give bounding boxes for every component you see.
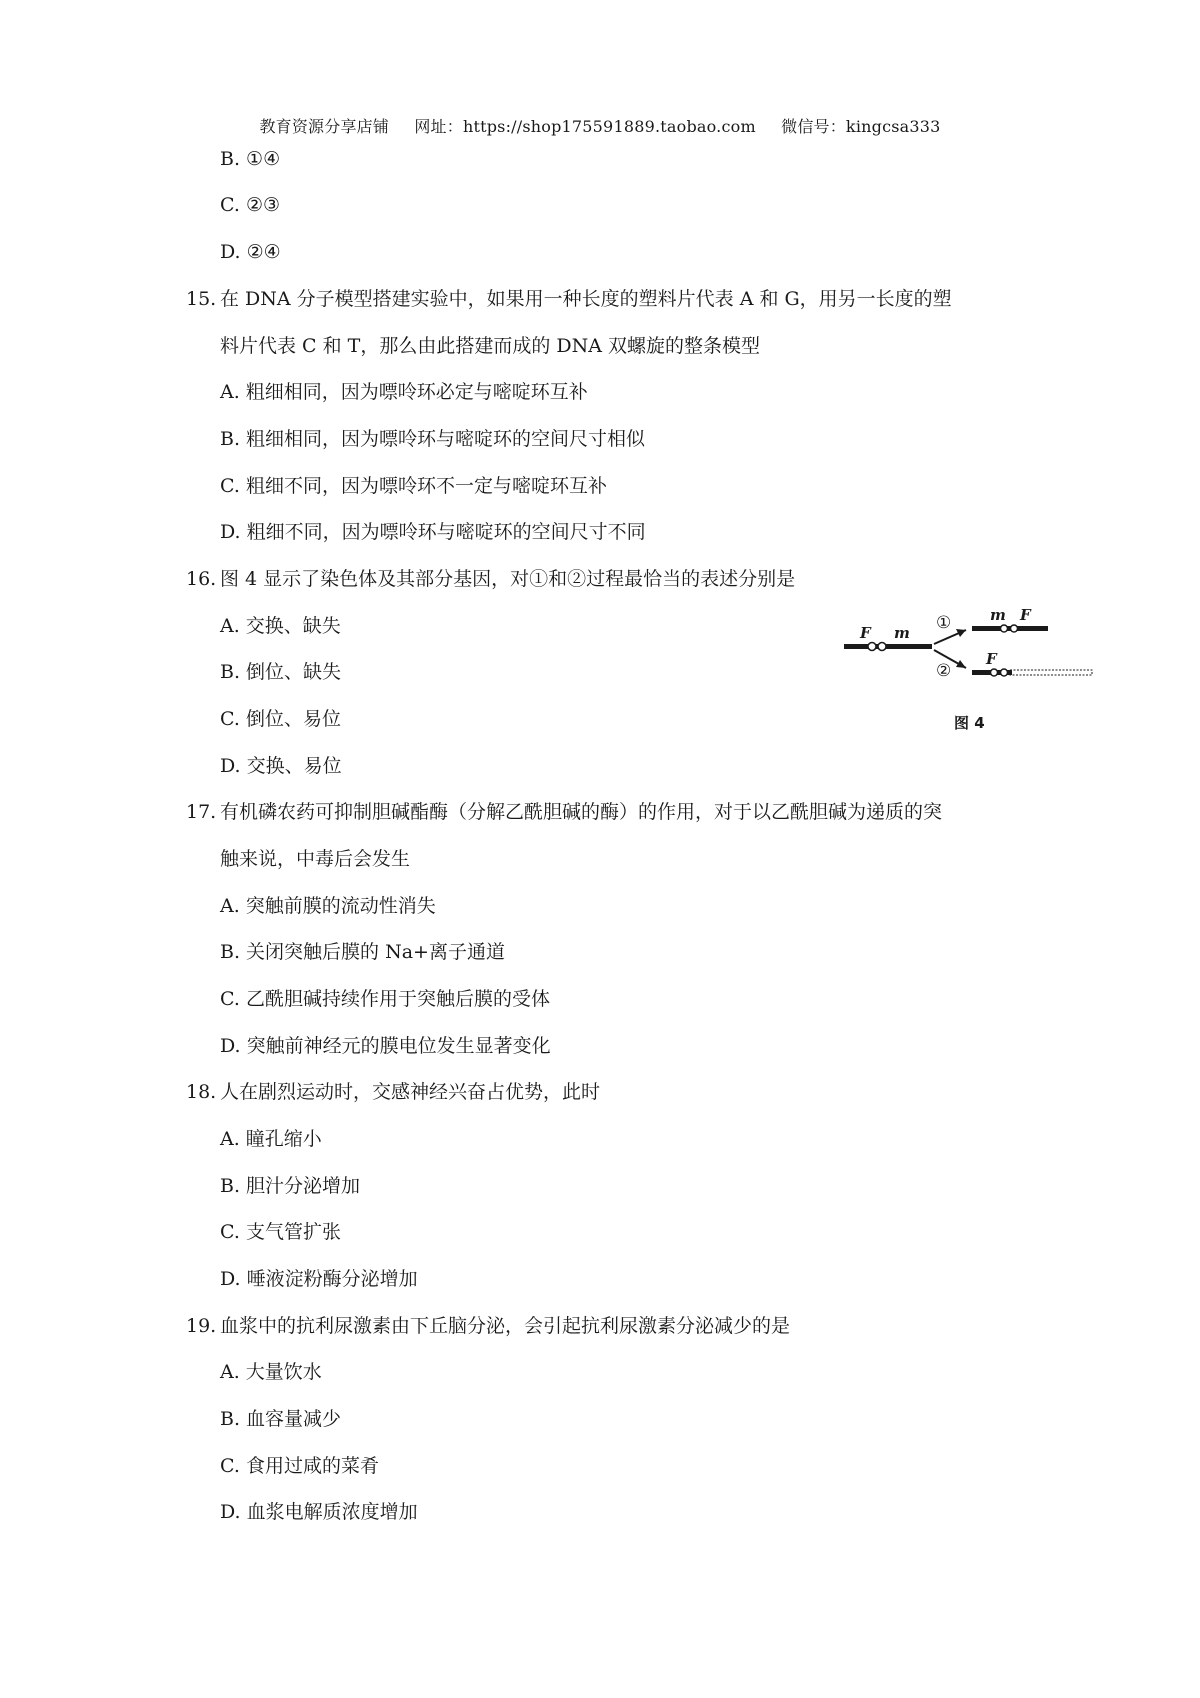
- q18-option-c: C. 支气管扩张: [220, 1221, 341, 1243]
- figure-4-chromosome-diagram: [842, 604, 1094, 734]
- process-1-label: ①: [936, 613, 952, 633]
- q17-option-d: D. 突触前神经元的膜电位发生显著变化: [220, 1035, 551, 1057]
- shop-website: 网址：https://shop175591889.taobao.com: [414, 117, 756, 136]
- q16-option-c: C. 倒位、易位: [220, 708, 341, 730]
- q15-text-line2: 料片代表 C 和 T，那么由此搭建而成的 DNA 双螺旋的整条模型: [220, 335, 760, 357]
- q14-option-b: B. ①④: [220, 148, 281, 170]
- q17-text-line2: 触来说，中毒后会发生: [220, 848, 411, 870]
- q16-option-b: B. 倒位、缺失: [220, 661, 342, 683]
- q19-number: 19.: [186, 1315, 217, 1337]
- top-gene-m: m: [990, 606, 1006, 624]
- q19-option-a: A. 大量饮水: [220, 1361, 322, 1383]
- q15-option-a: A. 粗细相同，因为嘌呤环必定与嘧啶环互补: [220, 381, 588, 403]
- q17-option-c: C. 乙酰胆碱持续作用于突触后膜的受体: [220, 988, 550, 1010]
- q18-text: 人在剧烈运动时，交感神经兴奋占优势，此时: [220, 1081, 601, 1103]
- left-centromere-2: [878, 643, 886, 651]
- q15-number: 15.: [186, 288, 217, 310]
- q14-option-d: D. ②④: [220, 241, 281, 263]
- q16-number: 16.: [186, 568, 217, 590]
- q18-option-a: A. 瞳孔缩小: [220, 1128, 322, 1150]
- q19-option-d: D. 血浆电解质浓度增加: [220, 1501, 418, 1523]
- left-centromere-1: [868, 643, 876, 651]
- q19-option-b: B. 血容量减少: [220, 1408, 342, 1430]
- q14-option-c: C. ②③: [220, 194, 281, 216]
- top-centromere-2: [1011, 625, 1018, 632]
- bottom-centromere-2: [1001, 669, 1008, 676]
- q17-number: 17.: [186, 801, 217, 823]
- bottom-centromere-1: [991, 669, 998, 676]
- wechat-id: 微信号：kingcsa333: [781, 117, 941, 136]
- left-gene-f: F: [860, 624, 871, 642]
- q19-option-c: C. 食用过咸的菜肴: [220, 1455, 379, 1477]
- page-header: [0, 114, 1200, 137]
- bottom-gene-f: F: [986, 650, 997, 668]
- shop-name: 教育资源分享店铺: [259, 117, 390, 136]
- q19-text: 血浆中的抗利尿激素由下丘脑分泌，会引起抗利尿激素分泌减少的是: [220, 1315, 791, 1337]
- q16-option-d: D. 交换、易位: [220, 755, 342, 777]
- left-gene-m: m: [894, 624, 910, 642]
- q18-option-b: B. 胆汁分泌增加: [220, 1175, 361, 1197]
- q15-text-line1: 在 DNA 分子模型搭建实验中，如果用一种长度的塑料片代表 A 和 G，用另一长度的塑: [220, 288, 952, 310]
- q18-number: 18.: [186, 1081, 217, 1103]
- q17-option-b: B. 关闭突触后膜的 Na+离子通道: [220, 941, 505, 963]
- q17-option-a: A. 突触前膜的流动性消失: [220, 895, 436, 917]
- q16-text: 图 4 显示了染色体及其部分基因，对①和②过程最恰当的表述分别是: [220, 568, 796, 590]
- q18-option-d: D. 唾液淀粉酶分泌增加: [220, 1268, 418, 1290]
- q15-option-b: B. 粗细相同，因为嘌呤环与嘧啶环的空间尺寸相似: [220, 428, 646, 450]
- bottom-chromosome-hatched: [1010, 670, 1092, 675]
- q17-text-line1: 有机磷农药可抑制胆碱酯酶（分解乙酰胆碱的酶）的作用，对于以乙酰胆碱为递质的突: [220, 801, 943, 823]
- q15-option-c: C. 粗细不同，因为嘌呤环不一定与嘧啶环互补: [220, 475, 607, 497]
- top-gene-f: F: [1020, 606, 1031, 624]
- left-chromosome: [844, 644, 932, 649]
- figure-caption: 图 4: [954, 714, 985, 732]
- process-2-label: ②: [936, 661, 952, 681]
- q15-option-d: D. 粗细不同，因为嘌呤环与嘧啶环的空间尺寸不同: [220, 521, 646, 543]
- top-centromere-1: [1001, 625, 1008, 632]
- q16-option-a: A. 交换、缺失: [220, 615, 341, 637]
